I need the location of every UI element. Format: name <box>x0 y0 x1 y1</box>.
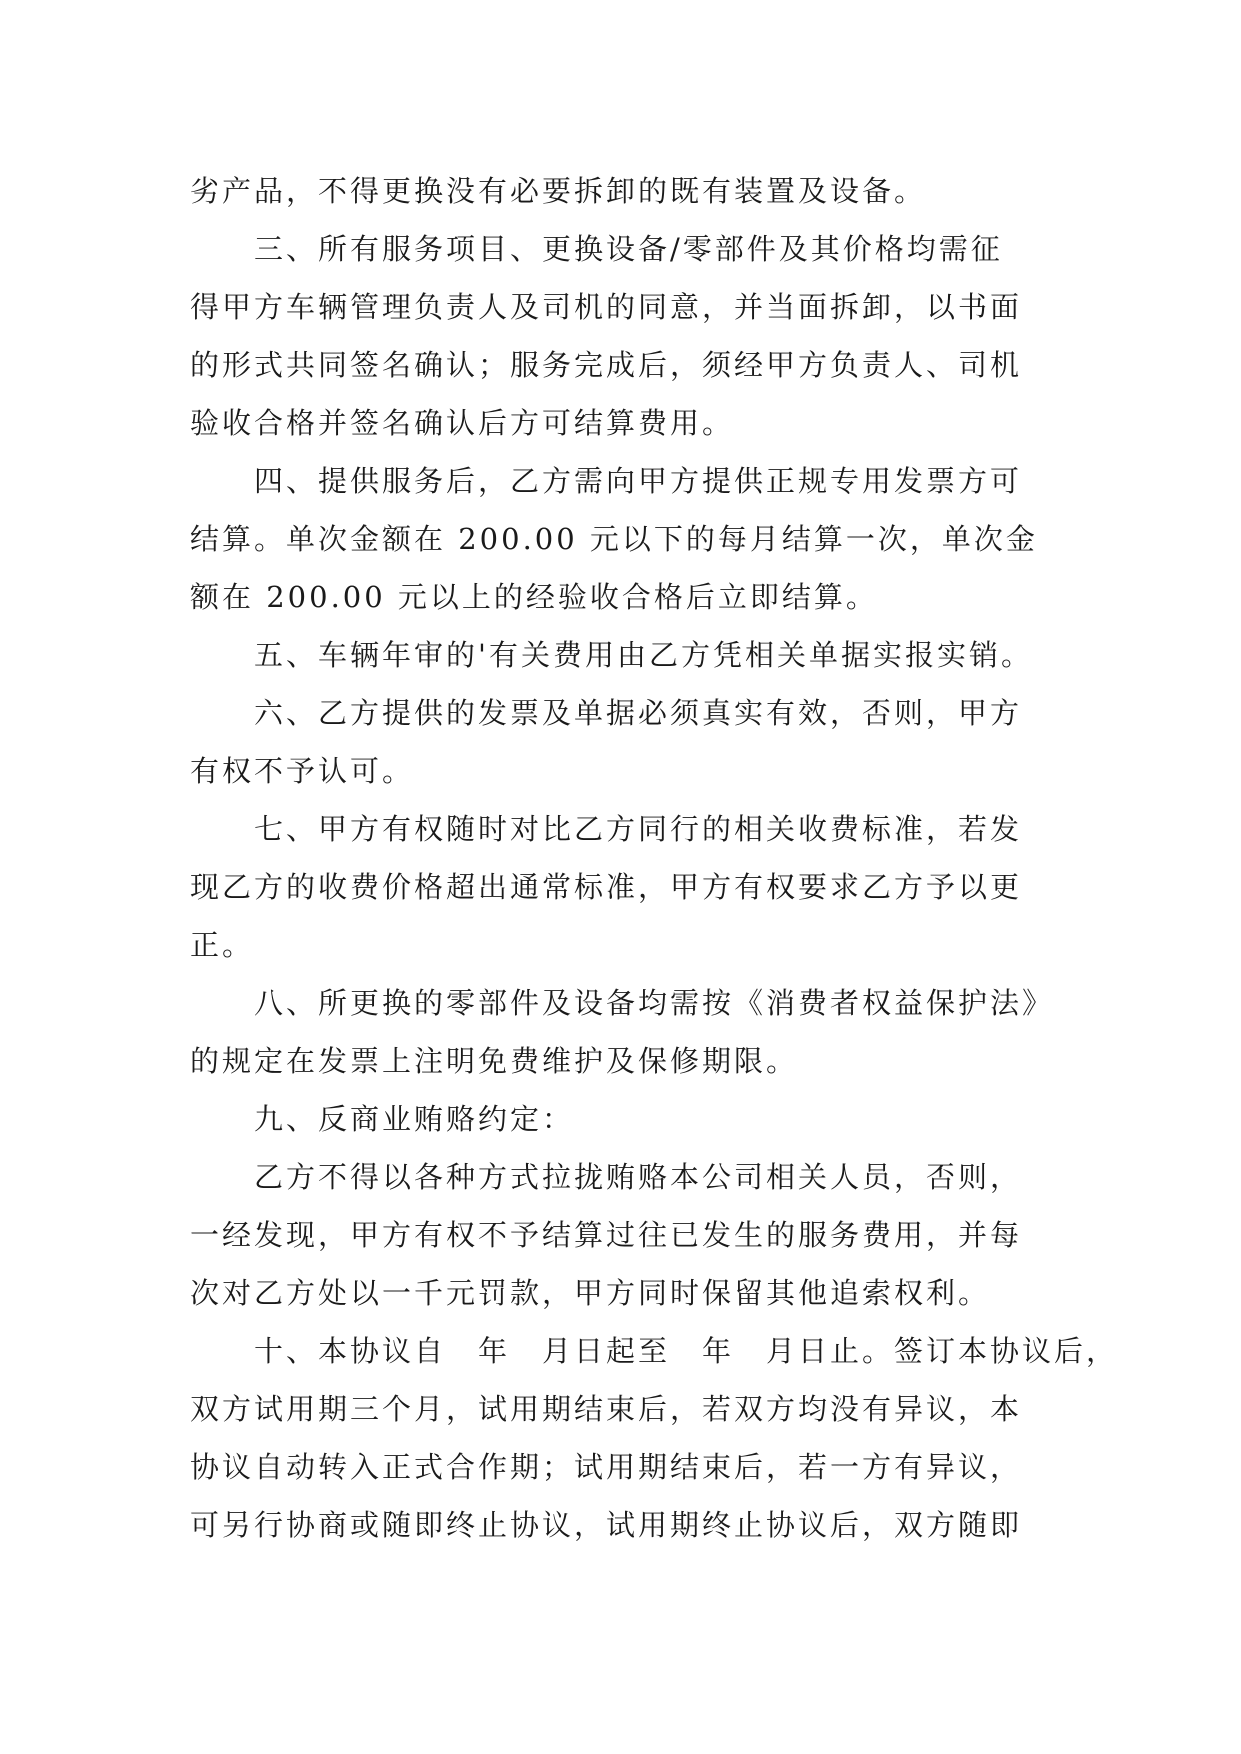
text-line: 有权不予认可。 <box>190 754 415 788</box>
text-line: 九、反商业贿赂约定： <box>190 1102 575 1136</box>
text-line: 十、本协议自 年 月日起至 年 月日止。签订本协议后， <box>190 1334 1119 1368</box>
text-line: 得甲方车辆管理负责人及司机的同意，并当面拆卸，以书面 <box>190 290 1023 324</box>
text-line: 验收合格并签名确认后方可结算费用。 <box>190 406 735 440</box>
text-line: 的形式共同签名确认；服务完成后，须经甲方负责人、司机 <box>190 348 1023 382</box>
text-line: 五、车辆年审的'有关费用由乙方凭相关单据实报实销。 <box>190 638 1033 672</box>
contract-text <box>190 162 1119 1554</box>
text-line: 现乙方的收费价格超出通常标准，甲方有权要求乙方予以更 <box>190 870 1023 904</box>
text-line: 可另行协商或随即终止协议，试用期终止协议后，双方随即 <box>190 1508 1023 1542</box>
text-line: 八、所更换的零部件及设备均需按《消费者权益保护法》 <box>190 986 1055 1020</box>
text-line: 的规定在发票上注明免费维护及保修期限。 <box>190 1044 799 1078</box>
text-line: 正。 <box>190 928 255 962</box>
text-line: 六、乙方提供的发票及单据必须真实有效，否则，甲方 <box>190 696 1023 730</box>
text-line: 结算。单次金额在 200.00 元以下的每月结算一次，单次金 <box>190 522 1038 556</box>
text-line: 乙方不得以各种方式拉拢贿赂本公司相关人员，否则， <box>190 1160 1023 1194</box>
text-line: 额在 200.00 元以上的经验收合格后立即结算。 <box>190 580 878 614</box>
text-line: 次对乙方处以一千元罚款，甲方同时保留其他追索权利。 <box>190 1276 991 1310</box>
text-line: 七、甲方有权随时对比乙方同行的相关收费标准，若发 <box>190 812 1023 846</box>
text-line: 一经发现，甲方有权不予结算过往已发生的服务费用，并每 <box>190 1218 1023 1252</box>
text-line: 四、提供服务后，乙方需向甲方提供正规专用发票方可 <box>190 464 1023 498</box>
text-line: 协议自动转入正式合作期；试用期结束后，若一方有异议， <box>190 1450 1023 1484</box>
text-line: 双方试用期三个月，试用期结束后，若双方均没有异议，本 <box>190 1392 1023 1426</box>
text-line: 劣产品，不得更换没有必要拆卸的既有装置及设备。 <box>190 174 927 208</box>
text-line: 三、所有服务项目、更换设备/零部件及其价格均需征 <box>190 232 1003 266</box>
